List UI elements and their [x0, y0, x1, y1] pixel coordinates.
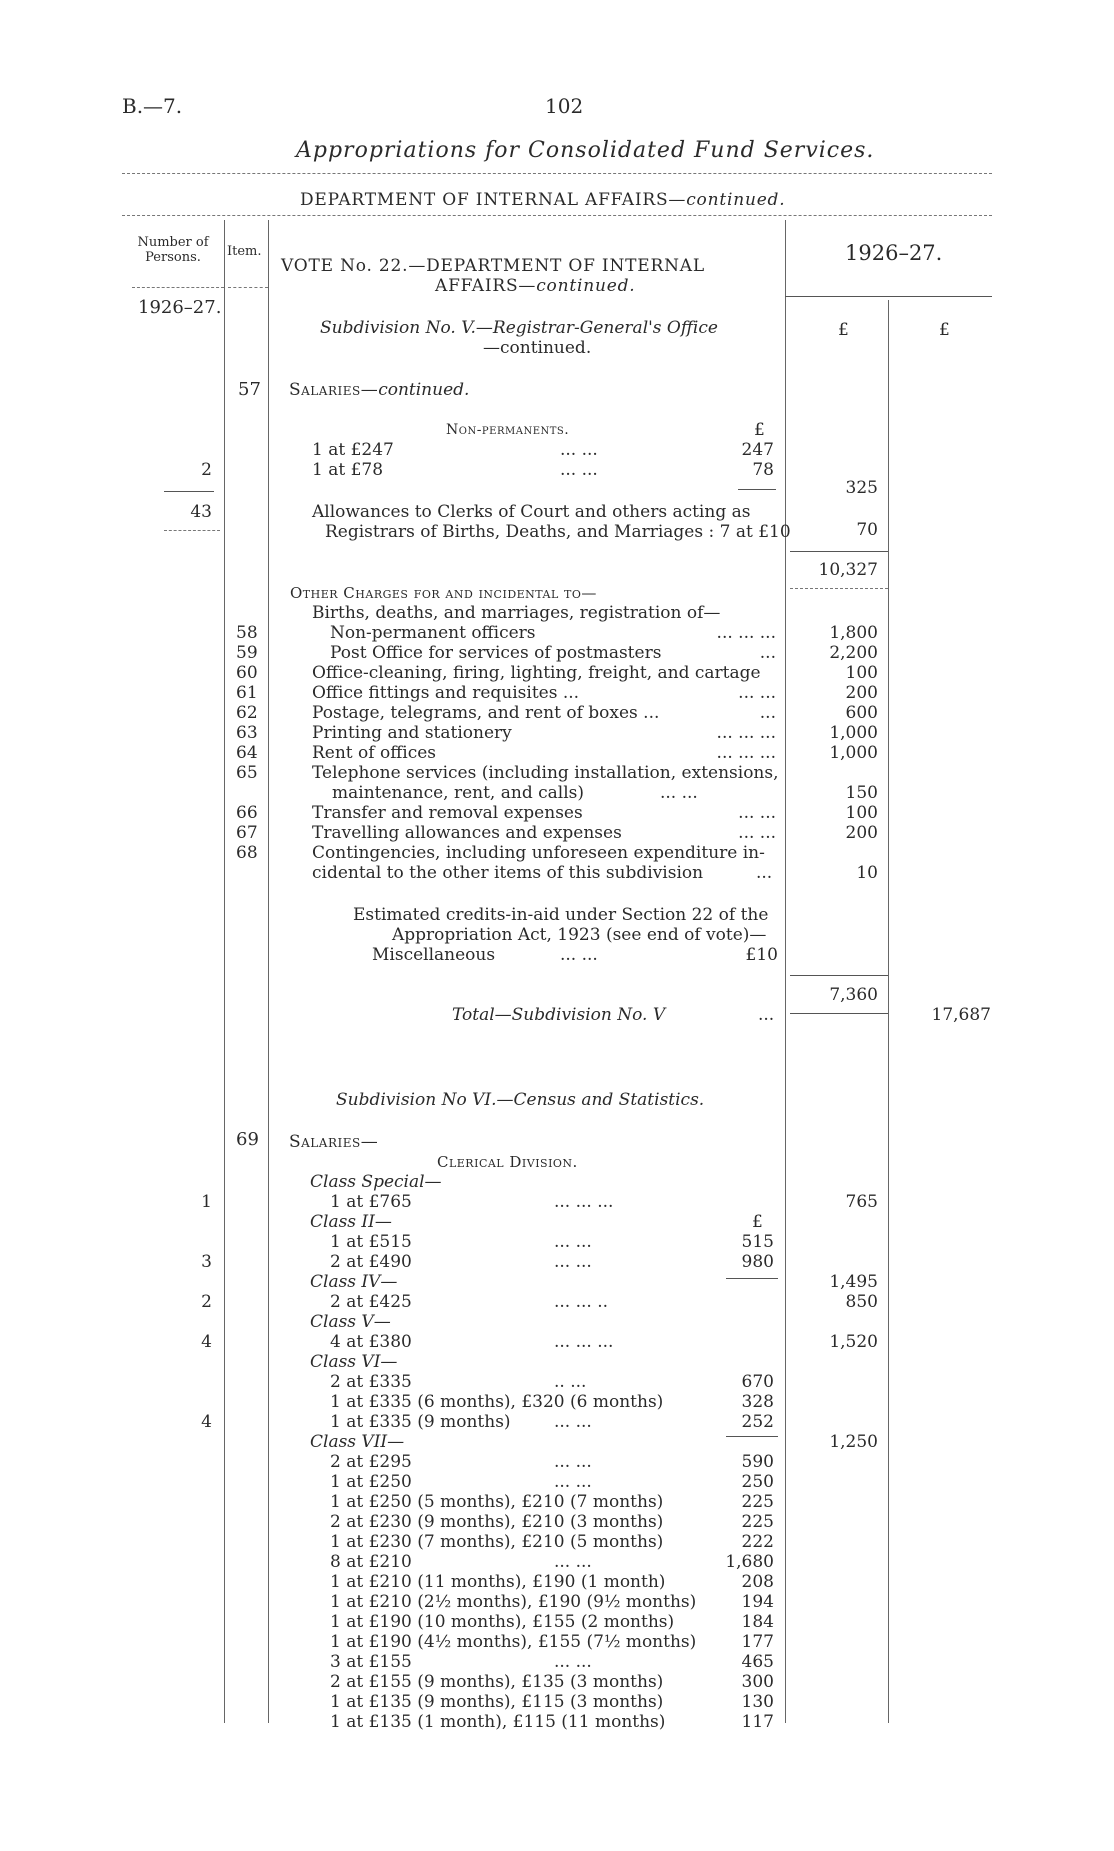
charge-dots: ... ... [738, 683, 776, 703]
page-ref: B.—7. [122, 94, 183, 118]
class-7-row-dots: ... ... [554, 1452, 592, 1472]
class-6-row-3-dots: ... ... [554, 1412, 592, 1432]
class-7-row-value: 222 [741, 1532, 774, 1552]
class-7-row-dots: ... ... [554, 1652, 592, 1672]
class-7-row-value: 208 [741, 1572, 774, 1592]
class-6-persons: 4 [201, 1412, 212, 1432]
class-special-persons: 1 [201, 1192, 212, 1212]
class-7-heading: Class VII— [310, 1432, 405, 1452]
class-7-row-label: 1 at £210 (2½ months), £190 (9½ months) [330, 1592, 697, 1612]
class-7-row-value: 590 [741, 1452, 774, 1472]
class-7-row-label: 1 at £190 (4½ months), £155 (7½ months) [330, 1632, 697, 1652]
title-rule [122, 173, 992, 174]
salaries-heading [289, 380, 469, 400]
vote-title: VOTE No. 22.—DEPARTMENT OF INTERNAL [281, 256, 705, 276]
subdivision-5-total: 17,687 [931, 1005, 991, 1025]
telephone-line-2: maintenance, rent, and calls) [332, 783, 584, 803]
other-charges-total: 7,360 [829, 985, 878, 1005]
class-special-row: 1 at £765 [330, 1192, 412, 1212]
class-7-row-label: 8 at £210 [330, 1552, 412, 1572]
charge-item-number: 60 [236, 663, 258, 683]
pound-sign-2: £ [939, 320, 950, 340]
class-7-row-value: 250 [741, 1472, 774, 1492]
class-7-row-value: 130 [741, 1692, 774, 1712]
class-7-row-label: 2 at £155 (9 months), £135 (3 months) [330, 1672, 664, 1692]
class-5-total: 1,520 [829, 1332, 878, 1352]
clerical-division-heading: Clerical Division. [437, 1153, 578, 1171]
charge-value: 2,200 [829, 643, 878, 663]
class-6-row-1: 2 at £335 [330, 1372, 412, 1392]
class-7-row-dots: ... ... [554, 1552, 592, 1572]
class-7-row-value: 177 [741, 1632, 774, 1652]
department-continued: continued. [686, 190, 786, 210]
allowances-line-1: Allowances to Clerks of Court and others acting as [312, 502, 751, 522]
charge-item-number: 63 [236, 723, 258, 743]
sub6-salaries-heading: Salaries— [289, 1132, 379, 1152]
class-2-pound: £ [752, 1212, 763, 1232]
class-7-row-dots: ... ... [554, 1472, 592, 1492]
class-5-persons: 4 [201, 1332, 212, 1352]
bdm-heading: Births, deaths, and marriages, registration of— [312, 603, 721, 623]
subdivision-5-total-dots: ... [758, 1005, 775, 1025]
charge-value: 100 [845, 663, 878, 683]
charge-label: Postage, telegrams, and rent of boxes ... [312, 703, 660, 723]
class-2-row-1: 1 at £515 [330, 1232, 412, 1252]
department-heading [300, 190, 785, 210]
class-7-row-value: 465 [741, 1652, 774, 1672]
class-7-row-value: 1,680 [725, 1552, 774, 1572]
charge-item-number: 58 [236, 623, 258, 643]
credits-value: £10 [745, 945, 778, 965]
class-7-row-label: 1 at £230 (7 months), £210 (5 months) [330, 1532, 664, 1552]
class-7-row-value: 225 [741, 1512, 774, 1532]
class-special-total: 765 [845, 1192, 878, 1212]
subdivision-6-title: Subdivision No VI.—Census and Statistics. [336, 1090, 705, 1110]
year-column-header: 1926–27. [845, 241, 943, 265]
class-7-row-label: 1 at £210 (11 months), £190 (1 month) [330, 1572, 666, 1592]
telephone-value: 150 [845, 783, 878, 803]
telephone-line-1: Telephone services (including installation, extensions, [312, 763, 779, 783]
page-title: Appropriations for Consolidated Fund Services. [296, 138, 875, 163]
charge-item-number: 66 [236, 803, 258, 823]
class-2-subtotal-rule [726, 1278, 778, 1279]
contingencies-line-2: cidental to the other items of this subdivision [312, 863, 704, 883]
class-7-row-label: 1 at £135 (9 months), £115 (3 months) [330, 1692, 664, 1712]
salaries-continued: continued. [378, 380, 470, 400]
class-6-row-2: 1 at £335 (6 months), £320 (6 months) [330, 1392, 664, 1412]
np-row-2-value: 78 [752, 460, 774, 480]
class-2-row-1-value: 515 [741, 1232, 774, 1252]
class-4-dots: ... ... .. [554, 1292, 609, 1312]
class-7-row-value: 225 [741, 1492, 774, 1512]
charge-dots: ... ... ... [716, 623, 776, 643]
np-row-1-value: 247 [741, 440, 774, 460]
class-6-row-2-value: 328 [741, 1392, 774, 1412]
item-57: 57 [238, 379, 261, 400]
class-2-total: 1,495 [829, 1272, 878, 1292]
class-5-row: 4 at £380 [330, 1332, 412, 1352]
credits-line-2: Appropriation Act, 1923 (see end of vote)— [392, 925, 767, 945]
charge-value: 1,800 [829, 623, 878, 643]
charge-item-number: 61 [236, 683, 258, 703]
class-special-dots: ... ... ... [554, 1192, 614, 1212]
class-7-row-label: 3 at £155 [330, 1652, 412, 1672]
persons-subtotal-rule [164, 491, 214, 492]
subdivision-5-total-label: Total—Subdivision No. V [452, 1005, 666, 1025]
vote-continued: continued. [536, 276, 636, 296]
class-2-row-2-dots: ... ... [554, 1252, 592, 1272]
item-header-rule [228, 287, 268, 288]
persons-total-rule [164, 530, 220, 531]
charge-dots: ... [759, 703, 776, 723]
charge-label: Office-cleaning, firing, lighting, freight, and cartage [312, 663, 761, 683]
persons-total: 43 [190, 502, 212, 522]
vote-title-cont [435, 276, 635, 296]
item-69: 69 [236, 1129, 259, 1150]
rule-persons-item [224, 220, 225, 1723]
charge-label: Transfer and removal expenses [312, 803, 583, 823]
pound-sign-np: £ [754, 420, 765, 440]
charge-dots: ... ... [738, 803, 776, 823]
np-persons: 2 [201, 460, 212, 480]
class-special-heading: Class Special— [310, 1172, 442, 1192]
non-permanents-heading: Non-permanents. [446, 422, 570, 438]
charge-dots: ... ... ... [716, 723, 776, 743]
class-7-row-value: 184 [741, 1612, 774, 1632]
department-name: DEPARTMENT OF INTERNAL AFFAIRS— [300, 190, 687, 210]
class-2-persons: 3 [201, 1252, 212, 1272]
np-row-1-dots: ... ... [560, 440, 598, 460]
class-6-row-3: 1 at £335 (9 months) [330, 1412, 511, 1432]
contingencies-dots: ... [756, 863, 773, 883]
class-5-heading: Class V— [310, 1312, 391, 1332]
class-7-row-label: 1 at £250 [330, 1472, 412, 1492]
telephone-dots: ... ... [660, 783, 698, 803]
rule-amount-total [888, 300, 889, 1723]
other-charges-heading: Other Charges for and incidental to— [290, 584, 597, 602]
contingencies-line-1: Contingencies, including unforeseen expenditure in- [312, 843, 765, 863]
class-7-row-label: 1 at £250 (5 months), £210 (7 months) [330, 1492, 664, 1512]
class-5-dots: ... ... ... [554, 1332, 614, 1352]
np-row-1-label: 1 at £247 [312, 440, 394, 460]
class-7-row-label: 2 at £295 [330, 1452, 412, 1472]
credits-line-1: Estimated credits-in-aid under Section 22 of the [353, 905, 769, 925]
charge-label: Printing and stationery [312, 723, 512, 743]
charge-value: 200 [845, 823, 878, 843]
persons-header-rule [132, 287, 224, 288]
class-7-row-label: 1 at £135 (1 month), £115 (11 months) [330, 1712, 666, 1732]
rule-item-text [268, 220, 269, 1723]
credits-line-3: Miscellaneous [372, 945, 496, 965]
charge-value: 100 [845, 803, 878, 823]
class-4-heading: Class IV— [310, 1272, 398, 1292]
charge-label: Post Office for services of postmasters [330, 643, 662, 663]
charge-item-number: 62 [236, 703, 258, 723]
np-subtotal-rule [738, 489, 776, 490]
np-row-2-label: 1 at £78 [312, 460, 384, 480]
contingencies-value: 10 [856, 863, 878, 883]
subdivision-5-title-cont: —continued. [483, 338, 592, 358]
charge-dots: ... [759, 643, 776, 663]
np-row-2-dots: ... ... [560, 460, 598, 480]
other-total-rule [790, 975, 888, 976]
charge-item-number: 59 [236, 643, 258, 663]
charge-label: Rent of offices [312, 743, 437, 763]
rule-text-amount [785, 220, 786, 1723]
class-2-row-2: 2 at £490 [330, 1252, 412, 1272]
header-bottom-rule [785, 296, 992, 297]
vote-title-b: AFFAIRS— [435, 276, 537, 296]
page-number: 102 [545, 94, 584, 118]
charge-value: 1,000 [829, 723, 878, 743]
class-2-row-2-value: 980 [741, 1252, 774, 1272]
class-7-row-value: 194 [741, 1592, 774, 1612]
class-7-row-label: 1 at £190 (10 months), £155 (2 months) [330, 1612, 675, 1632]
charge-value: 200 [845, 683, 878, 703]
charge-label: Office fittings and requisites ... [312, 683, 580, 703]
charge-value: 600 [845, 703, 878, 723]
salaries-label: Salaries— [289, 380, 379, 400]
class-7-row-label: 2 at £230 (9 months), £210 (3 months) [330, 1512, 664, 1532]
class-6-heading: Class VI— [310, 1352, 398, 1372]
charge-value: 1,000 [829, 743, 878, 763]
item-65: 65 [236, 763, 258, 783]
charge-dots: ... ... [738, 823, 776, 843]
salaries-total-rule [790, 551, 888, 552]
pound-sign-1: £ [838, 320, 849, 340]
charge-dots: ... ... ... [716, 743, 776, 763]
class-4-row: 2 at £425 [330, 1292, 412, 1312]
header-rule [122, 215, 992, 216]
charge-item-number: 64 [236, 743, 258, 763]
np-total: 325 [845, 478, 878, 498]
subdivision-5-title: Subdivision No. V.—Registrar-General's Office [320, 318, 718, 338]
class-6-row-1-value: 670 [741, 1372, 774, 1392]
item-column-header: Item. [227, 244, 262, 259]
class-6-total: 1,250 [829, 1432, 878, 1452]
class-2-row-1-dots: ... ... [554, 1232, 592, 1252]
salaries-total: 10,327 [818, 560, 878, 580]
class-6-row-1-dots: .. ... [554, 1372, 587, 1392]
class-6-row-3-value: 252 [741, 1412, 774, 1432]
class-7-row-value: 117 [741, 1712, 774, 1732]
class-2-heading: Class II— [310, 1212, 392, 1232]
persons-column-header: Number of Persons. [137, 235, 209, 265]
class-7-row-value: 300 [741, 1672, 774, 1692]
salaries-total-bottom-rule [790, 588, 888, 589]
class-4-total: 850 [845, 1292, 878, 1312]
charge-item-number: 67 [236, 823, 258, 843]
allowances-value: 70 [856, 520, 878, 540]
allowances-line-2: Registrars of Births, Deaths, and Marriages : 7 at £10 [325, 522, 791, 542]
credits-dots: ... ... [560, 945, 598, 965]
persons-year: 1926–27. [138, 297, 222, 318]
charge-label: Travelling allowances and expenses [312, 823, 622, 843]
charge-label: Non-permanent officers [330, 623, 536, 643]
class-4-persons: 2 [201, 1292, 212, 1312]
class-6-subtotal-rule [726, 1436, 778, 1437]
item-68: 68 [236, 843, 258, 863]
subdivision-total-rule [790, 1013, 888, 1014]
